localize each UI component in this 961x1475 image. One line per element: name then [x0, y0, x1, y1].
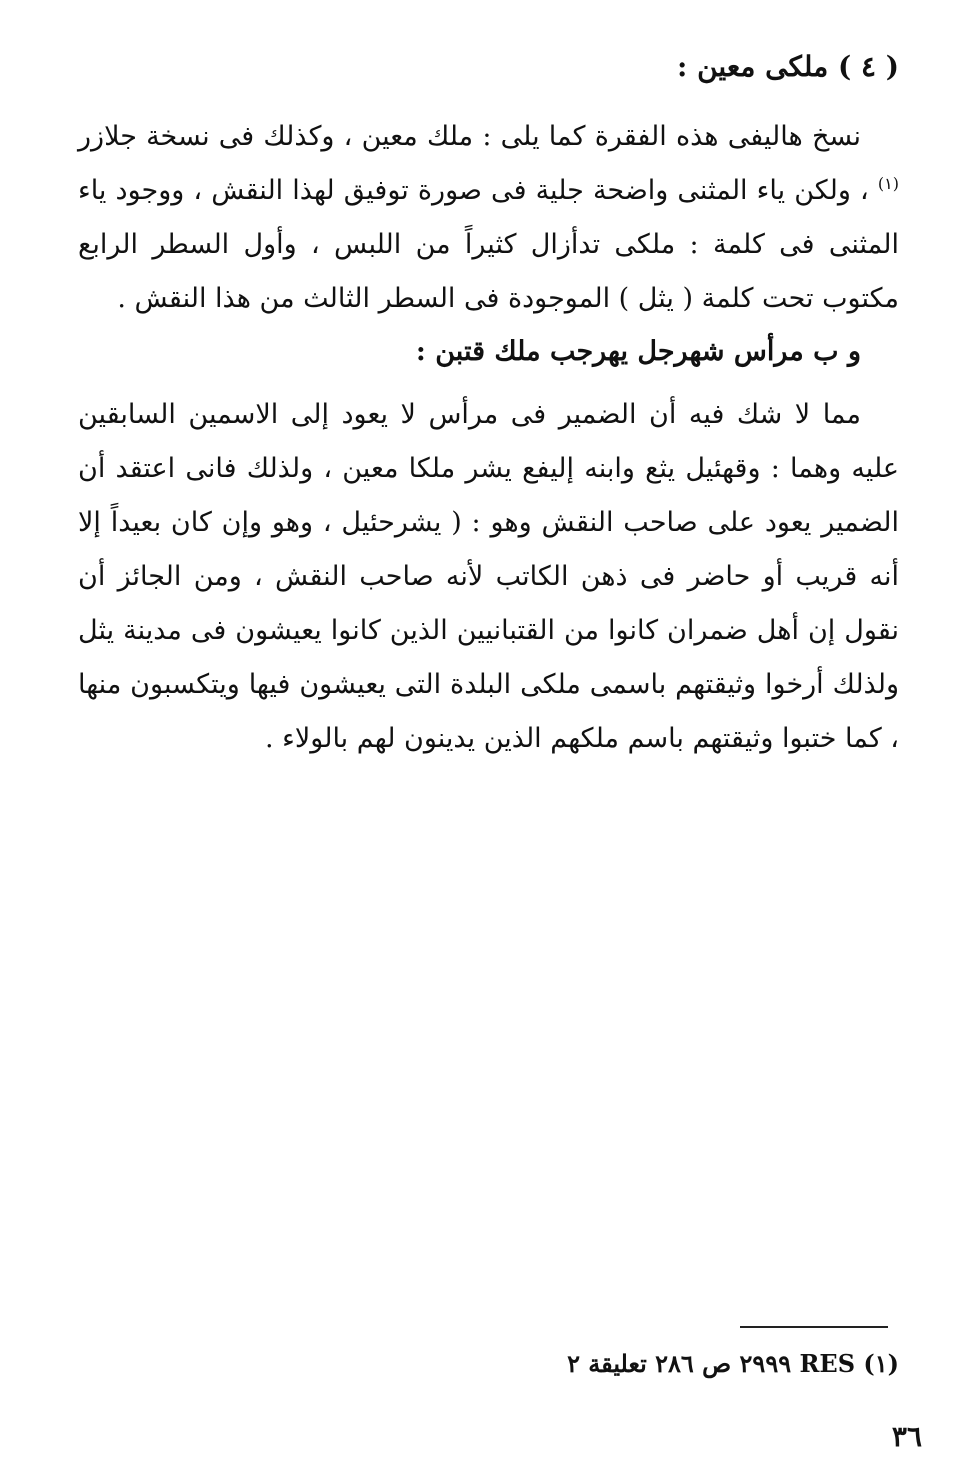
paragraph-1-text-b: ، ولكن ياء المثنى واضحة جلية فى صورة توفيق لهذا النقش ، ووجود ياء المثنى فى كلمة : ملكى تدأزال كثيراً من اللبس ، وأول السطر الرابع مكتوب تحت كلمة ( يثل ) الموجودة فى السطر الثالث من هذا النقش . — [78, 175, 899, 314]
footnote: (١) RES ٢٩٩٩ ص ٢٨٦ تعليقة ٢ — [567, 1349, 899, 1378]
footnote-reference: (١) — [877, 174, 899, 193]
page-number: ٣٦ — [891, 1420, 922, 1453]
paragraph-1 — [78, 110, 899, 326]
subsection-heading: و ب مرأس شهرجل يهرجب ملك قتبن : — [415, 336, 861, 367]
paragraph-1-text-a: نسخ هاليفى هذه الفقرة كما يلى : ملك معين ، وكذلك فى نسخة جلازر — [78, 121, 861, 152]
footnote-divider — [740, 1326, 888, 1328]
section-heading: ( ٤ ) ملكى معين : — [677, 50, 899, 83]
paragraph-2: مما لا شك فيه أن الضمير فى مرأس لا يعود إلى الاسمين السابقين عليه وهما : وقهئيل يثع وابنه إليفع يشر ملكا معين ، ولذلك فانى اعتقد أن الضمير يعود على صاحب النقش وهو : ( يشرحئيل ، وهو وإن كان بعيداً إلا أنه قريب أو حاضر فى ذهن الكاتب لأنه صاحب النقش ، ومن الجائز أن نقول إن أهل ضمران كانوا من القتبانيين الذين كانوا يعيشون فى مدينة يثل ولذلك أرخوا وثيقتهم باسمى ملكى البلدة التى يعيشون فيها ويتكسبون منها ، كما ختبوا وثيقتهم باسم ملكهم الذين يدينون لهم بالولاء . — [78, 399, 899, 754]
